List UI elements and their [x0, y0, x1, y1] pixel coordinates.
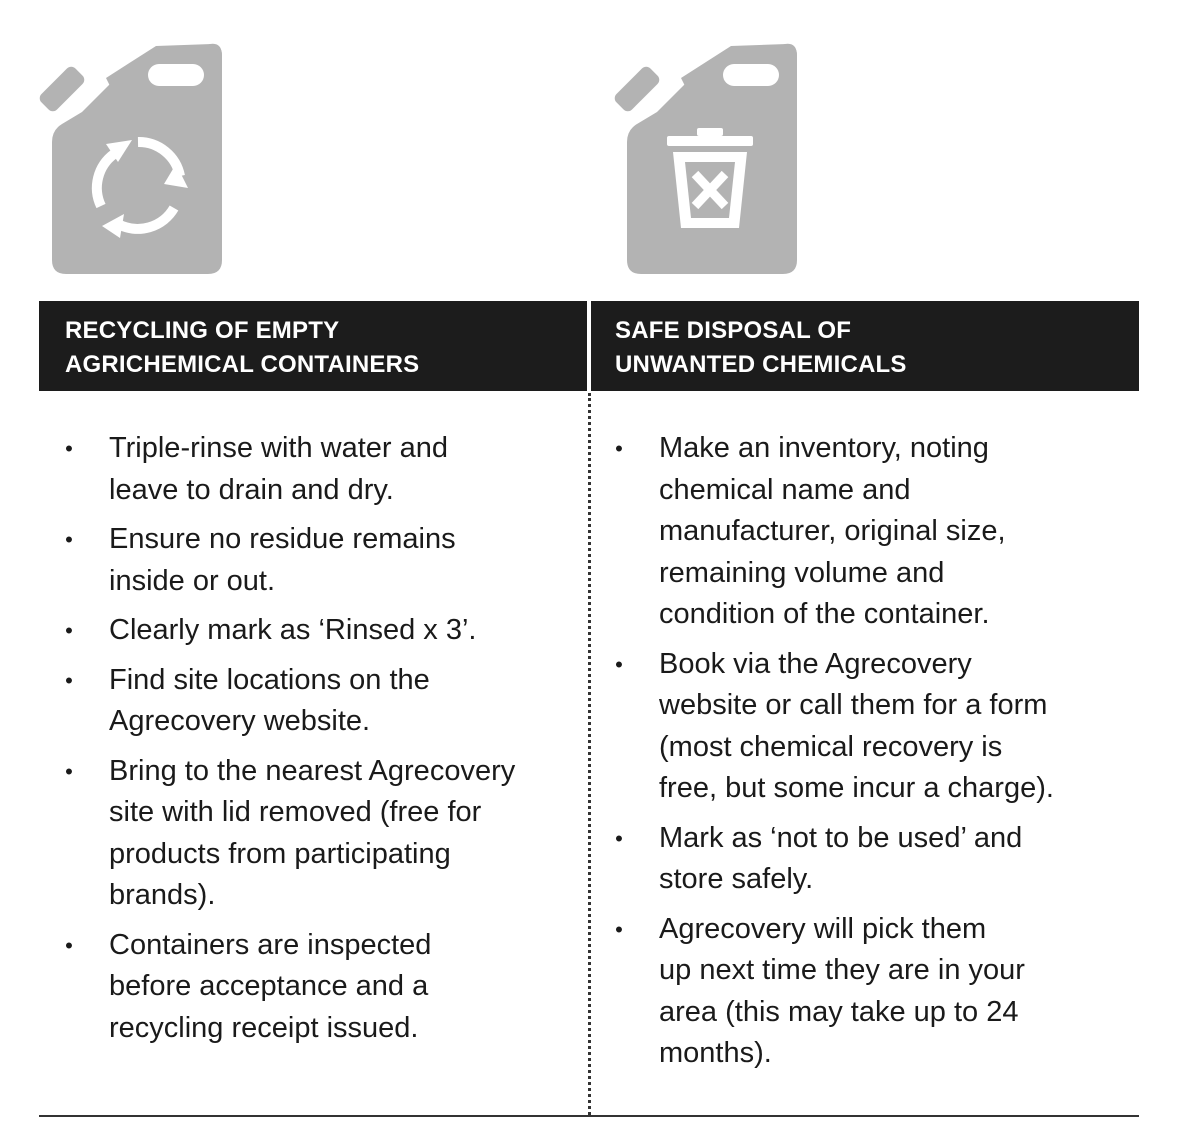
list-item-line: inside or out.: [109, 564, 276, 597]
list-item: [62, 519, 562, 602]
list-item-line: Containers are inspected: [109, 928, 432, 961]
list-item-line: Agrecovery website.: [109, 705, 371, 737]
list-item-line: up next time they are in your: [659, 954, 1025, 986]
list-item-line: (most chemical recovery is: [659, 730, 1003, 763]
heading-line: AGRICHEMICAL CONTAINERS: [65, 351, 420, 378]
bottom-rule: [39, 1115, 1139, 1117]
list-item-line: chemical name and: [659, 473, 911, 506]
bullet-icon: •: [65, 527, 73, 552]
list-item: [62, 925, 562, 1050]
list-item-line: months).: [659, 1037, 772, 1069]
heading-line: RECYCLING OF EMPTY: [65, 317, 340, 344]
list-item-line: remaining volume and: [659, 556, 945, 589]
list-item: [62, 660, 562, 743]
list-item-line: website or call them for a form: [659, 689, 1048, 721]
list-item: [612, 644, 1132, 810]
list-item-line: free, but some incur a charge).: [659, 772, 1054, 804]
recycle-container-icon: [36, 38, 236, 278]
heading-line: UNWANTED CHEMICALS: [615, 351, 907, 378]
list-item: [62, 428, 562, 511]
bullet-icon: •: [65, 436, 73, 461]
list-item: [612, 909, 1132, 1075]
disposal-container-icon: [611, 38, 811, 278]
recycling-heading: [65, 314, 419, 382]
list-item-line: Ensure no residue remains: [109, 523, 456, 555]
disposal-steps-list: [612, 428, 1132, 1083]
list-item: [62, 610, 562, 652]
list-item-line: manufacturer, original size,: [659, 515, 1006, 547]
bullet-icon: •: [65, 618, 73, 643]
list-item-line: recycling receipt issued.: [109, 1011, 419, 1044]
bullet-icon: •: [615, 825, 623, 851]
list-item: [612, 428, 1132, 636]
list-item-line: condition of the container.: [659, 598, 990, 630]
list-item: [62, 751, 562, 917]
heading-line: SAFE DISPOSAL OF: [615, 317, 852, 344]
list-item-line: Book via the Agrecovery: [659, 647, 972, 680]
list-item-line: area (this may take up to 24: [659, 995, 1019, 1028]
column-divider: [588, 393, 591, 1115]
bullet-icon: •: [65, 667, 73, 693]
list-item-line: Clearly mark as ‘Rinsed x 3’.: [109, 614, 477, 646]
bullet-icon: •: [615, 916, 623, 942]
list-item-line: before acceptance and a: [109, 970, 429, 1002]
list-item-line: Find site locations on the: [109, 663, 430, 696]
disposal-heading: [615, 314, 907, 382]
recycling-steps-list: [62, 428, 562, 1057]
bullet-icon: •: [65, 758, 73, 784]
bullet-icon: •: [65, 932, 73, 958]
list-item-line: site with lid removed (free for: [109, 796, 482, 828]
list-item-line: Mark as ‘not to be used’ and: [659, 821, 1023, 854]
list-item-line: leave to drain and dry.: [109, 473, 394, 506]
list-item-line: brands).: [109, 879, 216, 911]
list-item-line: Bring to the nearest Agrecovery: [109, 754, 516, 787]
list-item-line: products from participating: [109, 837, 451, 870]
list-item: [612, 818, 1132, 901]
header-divider: [587, 301, 591, 391]
bullet-icon: •: [615, 436, 623, 461]
bullet-icon: •: [615, 651, 623, 677]
list-item-line: store safely.: [659, 863, 814, 895]
list-item-line: Agrecovery will pick them: [659, 912, 987, 945]
list-item-line: Triple-rinse with water and: [109, 432, 448, 464]
list-item-line: Make an inventory, noting: [659, 432, 989, 464]
